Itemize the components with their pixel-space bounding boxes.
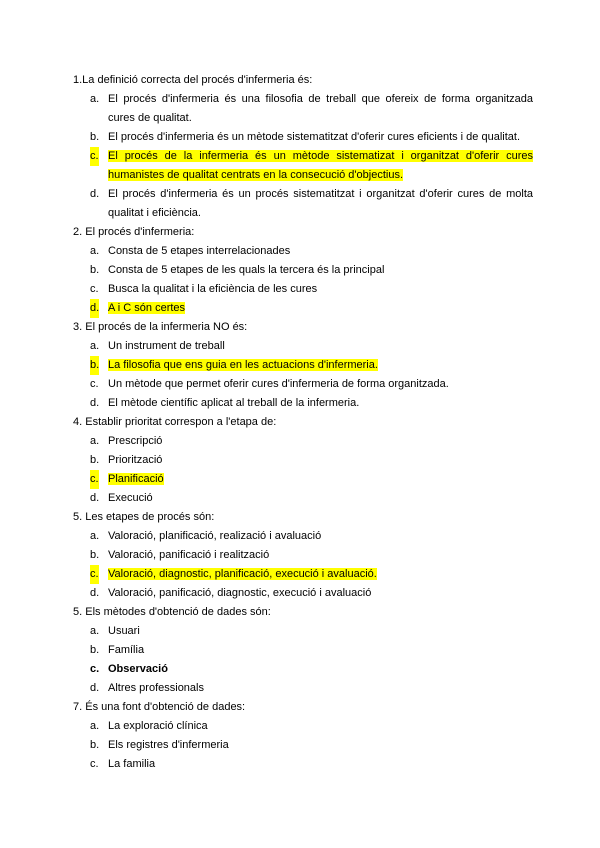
option-marker: a. (90, 625, 100, 637)
option-text: El procés d'infermeria és un procés sistematitzat i organitzat d'oferir cures de molta qualitat i eficiència. (108, 188, 533, 219)
option-marker: d. (90, 587, 100, 599)
option-text: Priorització (108, 454, 163, 466)
question-block (73, 603, 533, 698)
option-list (73, 90, 533, 223)
option-text: Un mètode que permet oferir cures d'infermeria de forma organitzada. (108, 378, 449, 390)
option-marker: c. (90, 663, 100, 675)
option-item-highlighted (73, 470, 533, 489)
option-item (73, 185, 533, 223)
question-title: 7. És una font d'obtenció de dades: (73, 701, 246, 713)
option-item (73, 242, 533, 261)
option-text: Execució (108, 492, 153, 504)
question-title: 2. El procés d'infermeria: (73, 226, 195, 238)
option-text: El mètode científic aplicat al treball de la infermeria. (108, 397, 360, 409)
option-marker: a. (90, 93, 100, 105)
question-block (73, 508, 533, 603)
option-marker: c. (90, 470, 99, 489)
option-text: Busca la qualitat i la eficiència de les cures (108, 283, 318, 295)
option-item (73, 660, 533, 679)
question-block (73, 413, 533, 508)
option-text: El procés d'infermeria és un mètode sistematitzat d'oferir cures eficients i de qualitat. (108, 131, 521, 143)
question-list (73, 71, 533, 774)
option-list (73, 337, 533, 413)
option-marker: b. (90, 356, 99, 375)
option-list (73, 622, 533, 698)
option-text: Planificació (108, 473, 164, 485)
option-text: Valoració, diagnostic, planificació, execució i avaluació. (108, 568, 377, 580)
option-text: Usuari (108, 625, 140, 637)
option-marker: d. (90, 682, 100, 694)
option-item-highlighted (73, 356, 533, 375)
option-item (73, 451, 533, 470)
option-text: Valoració, panificació, diagnostic, execució i avaluació (108, 587, 372, 599)
option-marker: c. (90, 758, 99, 770)
option-marker: b. (90, 549, 100, 561)
option-text: La exploració clínica (108, 720, 208, 732)
option-marker: b. (90, 644, 100, 656)
option-item (73, 337, 533, 356)
option-list (73, 242, 533, 318)
question-title: 3. El procés de la infermeria NO és: (73, 321, 248, 333)
option-text: Valoració, planificació, realizació i avaluació (108, 530, 322, 542)
option-item (73, 584, 533, 603)
question-title: 5. Els mètodes d'obtenció de dades són: (73, 606, 271, 618)
option-marker: c. (90, 283, 99, 295)
option-item (73, 280, 533, 299)
option-text: Altres professionals (108, 682, 204, 694)
option-item (73, 394, 533, 413)
option-text: Família (108, 644, 145, 656)
option-text: Valoració, panificació i realització (108, 549, 270, 561)
option-text: Consta de 5 etapes de les quals la tercera és la principal (108, 264, 385, 276)
option-item-highlighted (73, 299, 533, 318)
option-text: Observació (108, 663, 168, 675)
option-item-highlighted (73, 565, 533, 584)
question-block (73, 223, 533, 318)
option-marker: b. (90, 739, 100, 751)
option-marker: c. (90, 565, 99, 584)
option-marker: a. (90, 340, 100, 352)
option-item (73, 641, 533, 660)
option-text: Un instrument de treball (108, 340, 225, 352)
option-marker: d. (90, 188, 100, 200)
question-block (73, 698, 533, 774)
option-text: La filosofia que ens guia en les actuacions d'infermeria. (108, 359, 378, 371)
option-marker: a. (90, 435, 100, 447)
question-block (73, 71, 533, 223)
question-title: 1.La definició correcta del procés d'infermeria és: (73, 74, 313, 86)
option-marker: c. (90, 147, 99, 166)
question-title: 4. Establir prioritat correspon a l'etapa de: (73, 416, 277, 428)
option-list (73, 527, 533, 603)
option-item (73, 736, 533, 755)
option-text: Els registres d'infermeria (108, 739, 229, 751)
option-text: El procés de la infermeria és un mètode sistematizat i organitzat d'oferir cures humanistes de qualitat centrats en la consecució d'objectius. (108, 150, 533, 181)
option-list (73, 432, 533, 508)
option-marker: d. (90, 492, 100, 504)
option-item (73, 679, 533, 698)
option-marker: c. (90, 378, 99, 390)
option-item (73, 375, 533, 394)
option-item (73, 128, 533, 147)
option-item (73, 717, 533, 736)
option-marker: b. (90, 131, 100, 143)
option-item (73, 432, 533, 451)
option-marker: b. (90, 264, 100, 276)
option-text: Consta de 5 etapes interrelacionades (108, 245, 291, 257)
option-marker: a. (90, 720, 100, 732)
option-marker: a. (90, 530, 100, 542)
option-item (73, 90, 533, 128)
option-marker: d. (90, 397, 100, 409)
option-item (73, 489, 533, 508)
option-text: El procés d'infermeria és una filosofia de treball que ofereix de forma organitzada cures de qualitat. (108, 93, 533, 124)
option-text: La familia (108, 758, 156, 770)
option-item (73, 622, 533, 641)
option-list (73, 717, 533, 774)
option-item (73, 546, 533, 565)
question-title: 5. Les etapes de procés són: (73, 511, 215, 523)
option-text: Prescripció (108, 435, 163, 447)
option-marker: b. (90, 454, 100, 466)
option-marker: a. (90, 245, 100, 257)
option-item (73, 527, 533, 546)
option-item-highlighted (73, 147, 533, 185)
option-text: A i C són certes (108, 302, 186, 314)
option-item (73, 261, 533, 280)
question-block (73, 318, 533, 413)
option-item (73, 755, 533, 774)
option-marker: d. (90, 299, 99, 318)
